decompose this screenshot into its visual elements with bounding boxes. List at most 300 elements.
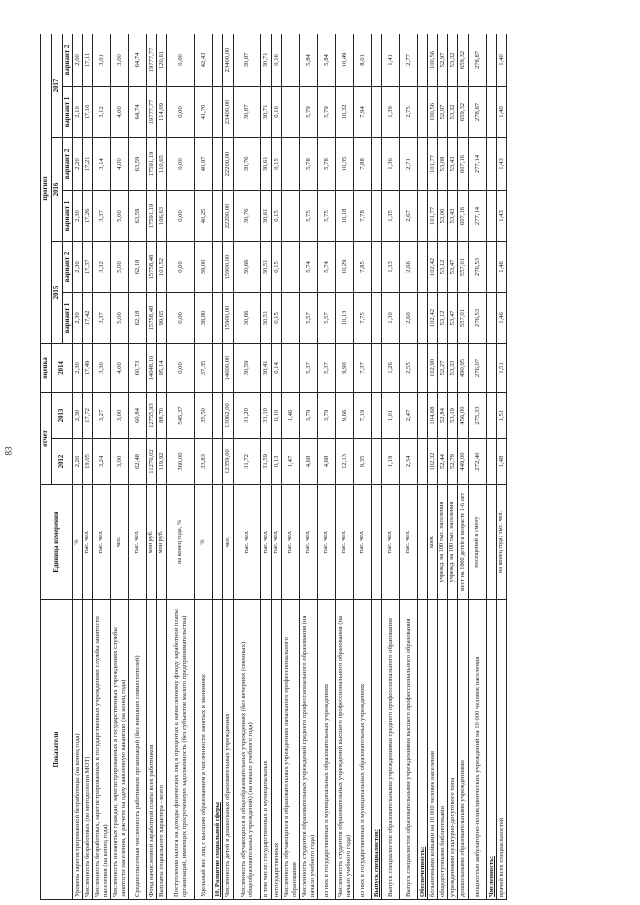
value-cell: 30,66 — [234, 293, 261, 344]
value-cell — [282, 344, 300, 393]
value-cell: 5,78 — [318, 138, 336, 191]
value-cell: 1,30 — [382, 293, 400, 344]
value-cell: 0,10 — [272, 393, 282, 439]
value-cell: 7,88 — [354, 138, 372, 191]
header-unit: Единица измерения — [41, 485, 73, 600]
value-cell: 557,01 — [458, 293, 469, 344]
value-cell: 30,61 — [261, 138, 272, 191]
indicator-cell: в том числе: государственных и муниципальных — [261, 600, 272, 900]
value-cell — [487, 293, 497, 344]
value-cell — [372, 293, 382, 344]
value-cell: 31,20 — [234, 393, 261, 439]
value-cell: 52,97 — [438, 87, 448, 138]
value-cell: 12,13 — [336, 439, 354, 485]
value-cell: 31,72 — [234, 439, 261, 485]
value-cell: 7,37 — [354, 344, 372, 393]
value-cell: 53,19 — [448, 393, 458, 439]
value-cell: 4,00 — [111, 344, 129, 393]
value-cell: 5,78 — [300, 138, 318, 191]
unit-cell: % — [73, 485, 83, 600]
value-cell: 277,14 — [469, 191, 487, 242]
table-row — [318, 34, 336, 900]
section-row — [418, 34, 428, 900]
value-cell: 0,15 — [272, 293, 282, 344]
value-cell: 0,16 — [272, 34, 282, 87]
value-cell: 0,15 — [272, 242, 282, 293]
value-cell: 3,24 — [93, 439, 111, 485]
value-cell: 31,59 — [261, 439, 272, 485]
value-cell: 52,27 — [438, 344, 448, 393]
value-cell: 277,14 — [469, 138, 487, 191]
value-cell: 37,35 — [195, 344, 213, 393]
table-row — [93, 34, 111, 900]
value-cell: 14048,10 — [147, 344, 157, 393]
value-cell: 41,70 — [195, 87, 213, 138]
unit-cell: тыс. чел. — [129, 485, 147, 600]
value-cell: 5,00 — [111, 191, 129, 242]
value-cell: 9,66 — [336, 393, 354, 439]
value-cell: 278,87 — [469, 87, 487, 138]
table-row — [382, 34, 400, 900]
value-cell: 1,39 — [382, 87, 400, 138]
value-cell: 64,74 — [129, 87, 147, 138]
unit-cell: тыс. чел. — [300, 485, 318, 600]
value-cell: 3,14 — [93, 138, 111, 191]
unit-cell: тыс. чел. — [382, 485, 400, 600]
value-cell: 5,75 — [300, 191, 318, 242]
value-cell: 276,53 — [469, 242, 487, 293]
table-row — [428, 34, 438, 900]
value-cell: 62,18 — [129, 293, 147, 344]
value-cell: 53,32 — [448, 87, 458, 138]
value-cell: 60,73 — [129, 344, 147, 393]
value-cell: 1,48 — [497, 439, 507, 485]
value-cell: 17591,19 — [147, 191, 157, 242]
table-row — [336, 34, 354, 900]
value-cell: 0,00 — [167, 344, 195, 393]
value-cell: 2,00 — [73, 34, 83, 87]
value-cell — [372, 138, 382, 191]
value-cell: 62,18 — [129, 242, 147, 293]
header-variant-1: вариант 1 — [63, 191, 73, 242]
value-cell — [282, 293, 300, 344]
value-cell: 3,30 — [93, 344, 111, 393]
unit-cell: учрежд. на 100 тыс. населения — [448, 485, 458, 600]
unit-cell — [418, 485, 428, 600]
value-cell — [213, 344, 223, 393]
value-cell: 607,16 — [458, 138, 469, 191]
unit-cell: тыс. чел. — [93, 485, 111, 600]
value-cell: 17,21 — [83, 138, 93, 191]
table-row — [354, 34, 372, 900]
value-cell: 1,51 — [497, 344, 507, 393]
table-row — [272, 34, 282, 900]
value-cell: 5,74 — [300, 242, 318, 293]
table-row — [83, 34, 93, 900]
value-cell: 19777,77 — [147, 34, 157, 87]
value-cell: 5,75 — [318, 191, 336, 242]
value-cell: 5,00 — [111, 242, 129, 293]
value-cell: 9,90 — [336, 344, 354, 393]
value-cell: 15900,00 — [223, 242, 234, 293]
value-cell: 102,42 — [428, 242, 438, 293]
value-cell: 17591,19 — [147, 138, 157, 191]
value-cell: 0,00 — [167, 138, 195, 191]
value-cell: 449,00 — [458, 439, 469, 485]
value-cell: 1,35 — [382, 191, 400, 242]
value-cell: 102,32 — [428, 439, 438, 485]
value-cell: 64,74 — [129, 34, 147, 87]
header-forecast: прогноз — [41, 34, 52, 344]
table-header — [41, 34, 73, 900]
value-cell: 10,13 — [336, 293, 354, 344]
value-cell: 17,26 — [83, 191, 93, 242]
value-cell: 8,01 — [354, 34, 372, 87]
value-cell: 0,00 — [167, 293, 195, 344]
value-cell: 30,71 — [261, 87, 272, 138]
value-cell: 53,32 — [448, 34, 458, 87]
value-cell — [213, 34, 223, 87]
header-variant-2: вариант 2 — [63, 242, 73, 293]
value-cell: 2,34 — [400, 439, 418, 485]
value-cell: 10,32 — [336, 87, 354, 138]
value-cell: 106,63 — [157, 191, 167, 242]
forecast-table — [40, 34, 507, 900]
value-cell — [213, 393, 223, 439]
header-variant-2: вариант 2 — [63, 34, 73, 87]
value-cell: 7,85 — [354, 242, 372, 293]
value-cell: 0,15 — [272, 138, 282, 191]
value-cell: 19777,77 — [147, 87, 157, 138]
unit-cell: чел. — [111, 485, 129, 600]
unit-cell: тыс. чел. — [234, 485, 261, 600]
value-cell — [418, 191, 428, 242]
value-cell: 3,79 — [318, 393, 336, 439]
indicator-cell: негосударственных — [272, 600, 282, 900]
table-row — [157, 34, 167, 900]
value-cell: 1,41 — [382, 34, 400, 87]
value-cell: 30,76 — [234, 191, 261, 242]
value-cell: 22200,00 — [223, 138, 234, 191]
indicator-cell: Среднесписочная численность работников организаций (без внешних совместителей) — [129, 600, 147, 900]
value-cell: 31,10 — [261, 393, 272, 439]
value-cell — [487, 393, 497, 439]
value-cell: 104,68 — [428, 393, 438, 439]
value-cell: 276,53 — [469, 293, 487, 344]
table-row — [234, 34, 261, 900]
value-cell — [213, 138, 223, 191]
unit-cell — [487, 485, 497, 600]
indicator-cell: Численность обучающихся в общеобразовательных учреждениях (без вечерних (сменных) общеобразовательных учреждений) (на начало учебного года) — [234, 600, 261, 900]
value-cell: 0,16 — [272, 87, 282, 138]
value-cell: 5,74 — [318, 242, 336, 293]
value-cell: 114,09 — [157, 87, 167, 138]
value-cell — [487, 138, 497, 191]
indicator-cell: из них в государственных и муниципальных образовательных учреждениях — [318, 600, 336, 900]
value-cell: 3,79 — [300, 393, 318, 439]
unit-cell: тыс. чел. — [354, 485, 372, 600]
value-cell: 52,79 — [448, 439, 458, 485]
value-cell: 35,50 — [195, 393, 213, 439]
value-cell: 38,80 — [195, 293, 213, 344]
value-cell — [372, 393, 382, 439]
value-cell: 2,66 — [400, 242, 418, 293]
value-cell: 102,90 — [428, 344, 438, 393]
section-row — [487, 34, 497, 900]
value-cell: 5,00 — [111, 293, 129, 344]
value-cell: 4,00 — [111, 87, 129, 138]
value-cell: 119,92 — [157, 439, 167, 485]
table-row — [400, 34, 418, 900]
table-row — [73, 34, 83, 900]
value-cell: 53,06 — [438, 191, 448, 242]
value-cell — [372, 439, 382, 485]
value-cell — [282, 87, 300, 138]
unit-cell: посещений в смену — [469, 485, 487, 600]
header-year-2012: 2012 — [52, 439, 73, 485]
unit-cell: на конец года, % — [167, 485, 195, 600]
value-cell: 272,40 — [469, 439, 487, 485]
header-variant-2: вариант 2 — [63, 138, 73, 191]
value-cell: 2,20 — [73, 138, 83, 191]
value-cell: 0,00 — [167, 34, 195, 87]
value-cell: 659,32 — [458, 87, 469, 138]
indicator-cell: мощностью амбулаторно-поликлинических учреждений на 10 000 человек населения — [469, 600, 487, 900]
value-cell — [418, 87, 428, 138]
value-cell: 101,52 — [157, 242, 167, 293]
indicator-cell: из них в государственных и муниципальных образовательных учреждениях — [354, 600, 372, 900]
value-cell: 17,72 — [83, 393, 93, 439]
value-cell: 1,26 — [382, 344, 400, 393]
value-cell: 52,84 — [438, 393, 448, 439]
value-cell — [372, 344, 382, 393]
value-cell: 53,43 — [448, 138, 458, 191]
value-cell: 4,68 — [318, 439, 336, 485]
rotated-page-frame — [40, 34, 640, 900]
value-cell: 1,46 — [282, 393, 300, 439]
value-cell: 53,33 — [448, 344, 458, 393]
indicator-cell: Выпуск специалистов образовательными учреждениями высшего профессионального образования — [400, 600, 418, 900]
value-cell: 659,32 — [458, 34, 469, 87]
value-cell: 2,10 — [73, 87, 83, 138]
value-cell: 99,65 — [157, 293, 167, 344]
value-cell: 456,00 — [458, 393, 469, 439]
unit-cell — [372, 485, 382, 600]
unit-cell: учрежд. на 100 тыс. населения — [438, 485, 448, 600]
value-cell: 19,05 — [83, 439, 93, 485]
value-cell — [213, 242, 223, 293]
value-cell: 1,40 — [497, 87, 507, 138]
value-cell: 1,36 — [382, 138, 400, 191]
value-cell: 53,43 — [448, 191, 458, 242]
indicator-cell: Выпуск специалистов образовательными учреждениями среднего профессионального образования — [382, 600, 400, 900]
value-cell: 278,87 — [469, 34, 487, 87]
value-cell: 5,57 — [318, 293, 336, 344]
indicator-cell: учреждениями культурно-досугового типа — [448, 600, 458, 900]
value-cell: 5,57 — [300, 293, 318, 344]
value-cell: 23400,00 — [223, 34, 234, 87]
value-cell: 1,40 — [497, 34, 507, 87]
value-cell: 30,66 — [234, 242, 261, 293]
value-cell: 2,30 — [73, 293, 83, 344]
value-cell: 3,32 — [93, 242, 111, 293]
indicator-cell: 10. Развитие социальной сферы — [213, 600, 223, 900]
unit-cell: тыс. чел. — [318, 485, 336, 600]
value-cell: 275,33 — [469, 393, 487, 439]
value-cell: 2,30 — [73, 242, 83, 293]
value-cell: 3,00 — [111, 439, 129, 485]
indicator-cell: Удельный вес лиц с высшим образованием в численности занятых в экономике — [195, 600, 213, 900]
value-cell: 360,00 — [167, 439, 195, 485]
unit-cell: тыс. чел. — [83, 485, 93, 600]
value-cell: 13062,00 — [223, 393, 234, 439]
value-cell: 1,46 — [497, 293, 507, 344]
value-cell: 22200,00 — [223, 191, 234, 242]
value-cell — [487, 439, 497, 485]
indicator-cell: общедоступными библиотеками — [438, 600, 448, 900]
value-cell: 607,16 — [458, 191, 469, 242]
value-cell: 17,16 — [83, 87, 93, 138]
value-cell: 9,35 — [354, 439, 372, 485]
value-cell: 42,43 — [195, 34, 213, 87]
table-row — [147, 34, 157, 900]
value-cell: 15758,48 — [147, 293, 157, 344]
value-cell: 52,97 — [438, 34, 448, 87]
value-cell: 10,29 — [336, 242, 354, 293]
value-cell — [213, 87, 223, 138]
value-cell: 101,77 — [428, 191, 438, 242]
indicator-cell: Выплаты социального характера - всего — [157, 600, 167, 900]
value-cell: 1,33 — [382, 242, 400, 293]
value-cell: 2,67 — [400, 191, 418, 242]
value-cell: 3,37 — [93, 191, 111, 242]
document-sheet — [40, 34, 640, 900]
value-cell — [487, 344, 497, 393]
value-cell — [487, 87, 497, 138]
table-row — [469, 34, 487, 900]
section-row — [213, 34, 223, 900]
value-cell: 12359,00 — [223, 439, 234, 485]
value-cell: 15900,00 — [223, 293, 234, 344]
value-cell: 53,12 — [438, 293, 448, 344]
table-row — [282, 34, 300, 900]
value-cell: 5,79 — [300, 87, 318, 138]
indicator-cell: Численность детей в дошкольных образовательных учреждениях — [223, 600, 234, 900]
indicator-cell: Численность: — [487, 600, 497, 900]
header-year-2016: 2016 — [52, 138, 63, 242]
unit-cell: млн руб. — [157, 485, 167, 600]
value-cell: 0,00 — [167, 191, 195, 242]
value-cell: 545,37 — [167, 393, 195, 439]
value-cell — [487, 242, 497, 293]
page-number: 83 — [3, 446, 14, 456]
indicator-cell: Численность незанятых граждан, зарегистрированных в государственных учреждениях службы занятости населения, в расчете на одну заявленную вакансию (на конец года) — [111, 600, 129, 900]
value-cell: 53,47 — [448, 293, 458, 344]
value-cell: 30,76 — [234, 138, 261, 191]
indicator-cell: Выпуск специалистов: — [372, 600, 382, 900]
value-cell: 557,01 — [458, 242, 469, 293]
value-cell: 53,08 — [438, 138, 448, 191]
header-year-2015: 2015 — [52, 242, 63, 344]
value-cell: 7,19 — [354, 393, 372, 439]
value-cell: 10,49 — [336, 34, 354, 87]
value-cell: 63,59 — [129, 191, 147, 242]
value-cell: 23400,00 — [223, 87, 234, 138]
value-cell: 2,75 — [400, 87, 418, 138]
value-cell: 120,61 — [157, 34, 167, 87]
value-cell: 33,83 — [195, 439, 213, 485]
value-cell: 2,60 — [400, 293, 418, 344]
value-cell: 63,59 — [129, 138, 147, 191]
value-cell: 1,51 — [497, 393, 507, 439]
value-cell — [372, 191, 382, 242]
unit-cell: коек — [428, 485, 438, 600]
value-cell: 30,41 — [261, 344, 272, 393]
value-cell: 5,37 — [300, 344, 318, 393]
value-cell: 39,00 — [195, 242, 213, 293]
section-row — [372, 34, 382, 900]
value-cell: 0,13 — [272, 439, 282, 485]
value-cell: 5,79 — [318, 87, 336, 138]
table-row — [497, 34, 507, 900]
value-cell: 17,49 — [83, 344, 93, 393]
value-cell: 1,19 — [382, 439, 400, 485]
value-cell: 100,56 — [428, 87, 438, 138]
table-row — [300, 34, 318, 900]
value-cell — [487, 34, 497, 87]
value-cell — [418, 439, 428, 485]
unit-cell: тыс. чел. — [272, 485, 282, 600]
value-cell: 5,84 — [318, 34, 336, 87]
value-cell: 110,65 — [157, 138, 167, 191]
value-cell: 0,00 — [167, 242, 195, 293]
value-cell: 53,12 — [438, 242, 448, 293]
value-cell: 490,95 — [458, 344, 469, 393]
value-cell: 2,77 — [400, 34, 418, 87]
value-cell: 14600,00 — [223, 344, 234, 393]
header-variant-1: вариант 1 — [63, 293, 73, 344]
value-cell — [418, 34, 428, 87]
unit-cell: тыс. чел. — [336, 485, 354, 600]
header-estimate: оценка — [41, 344, 52, 393]
value-cell: 2,71 — [400, 138, 418, 191]
unit-cell: тыс. чел. — [282, 485, 300, 600]
indicator-cell: врачей всех специальностей — [497, 600, 507, 900]
unit-cell — [213, 485, 223, 600]
value-cell: 0,14 — [272, 344, 282, 393]
value-cell: 0,00 — [167, 87, 195, 138]
value-cell: 30,87 — [234, 34, 261, 87]
value-cell: 2,20 — [73, 439, 83, 485]
value-cell: 1,43 — [497, 138, 507, 191]
value-cell: 30,51 — [261, 293, 272, 344]
value-cell — [213, 191, 223, 242]
header-indicator: Показатели — [41, 600, 73, 900]
indicator-cell: Поступления налога на доходы физических лиц в процентах к начисленному фонду заработной платы организаций, имеющих просроченную задолженность (без субъектов малого предпринимательства) — [167, 600, 195, 900]
value-cell: 102,42 — [428, 293, 438, 344]
value-cell: 3,00 — [111, 393, 129, 439]
value-cell: 2,47 — [400, 393, 418, 439]
value-cell — [213, 439, 223, 485]
header-year-2013: 2013 — [52, 393, 73, 439]
value-cell: 17,42 — [83, 293, 93, 344]
indicator-cell: Численность безработных (по методологии МОТ) — [83, 600, 93, 900]
value-cell — [418, 344, 428, 393]
value-cell — [282, 138, 300, 191]
value-cell: 5,37 — [318, 344, 336, 393]
value-cell: 30,51 — [261, 242, 272, 293]
value-cell: 2,30 — [73, 191, 83, 242]
